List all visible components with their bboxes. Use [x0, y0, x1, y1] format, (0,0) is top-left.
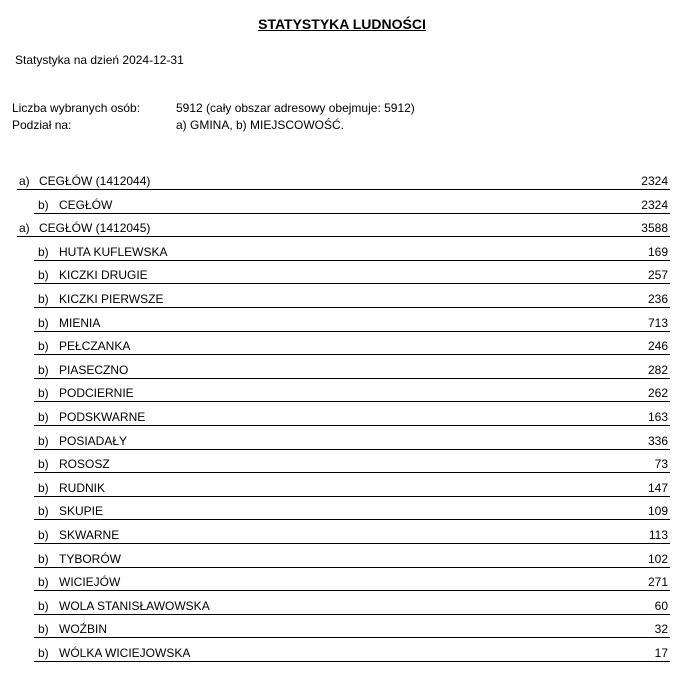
row-name: KICZKI DRUGIE	[59, 268, 148, 283]
selected-count-value: 5912 (cały obszar adresowy obejmuje: 5912)	[176, 101, 415, 115]
date-line: Statystyka na dzień 2024-12-31	[15, 53, 184, 67]
row-name: WICIEJÓW	[59, 575, 121, 590]
row-level-marker: b)	[38, 197, 49, 212]
row-count: 246	[647, 339, 668, 354]
table-row	[34, 194, 670, 214]
table-row	[34, 312, 670, 332]
row-name: SKUPIE	[59, 504, 104, 519]
row-level-marker: b)	[38, 646, 49, 660]
table-row	[34, 264, 670, 284]
table-row	[34, 477, 670, 497]
row-level-marker: b)	[38, 551, 49, 566]
row-count: 336	[647, 433, 668, 448]
row-name: SKWARNE	[59, 528, 120, 542]
table-row	[34, 241, 670, 261]
row-count: 32	[654, 622, 668, 637]
row-level-marker: b)	[38, 480, 49, 495]
table-row	[34, 406, 670, 426]
row-level-marker: b)	[38, 504, 49, 519]
row-count: 73	[654, 457, 668, 472]
page-title: STATYSTYKA LUDNOŚCI	[258, 16, 426, 32]
row-count: 2324	[641, 174, 668, 188]
row-count: 147	[647, 480, 668, 495]
row-level-marker: b)	[38, 362, 49, 377]
row-level-marker: b)	[38, 457, 49, 472]
row-level-marker: b)	[38, 598, 49, 613]
row-name: CEGŁÓW	[59, 197, 113, 212]
row-name: WOLA STANISŁAWOWSKA	[59, 598, 210, 613]
division-value: a) GMINA, b) MIEJSCOWOŚĆ.	[176, 118, 345, 132]
row-name: TYBORÓW	[59, 551, 121, 566]
table-row	[34, 642, 670, 662]
row-count: 109	[647, 504, 668, 519]
row-count: 713	[647, 315, 668, 330]
row-level-marker: a)	[19, 174, 30, 188]
row-count: 271	[647, 575, 668, 590]
row-level-marker: b)	[38, 528, 49, 542]
table-row	[34, 618, 670, 638]
row-name: HUTA KUFLEWSKA	[59, 244, 168, 259]
row-count: 282	[647, 362, 668, 377]
table-row	[34, 595, 670, 615]
row-level-marker: b)	[38, 386, 49, 401]
row-name: WÓLKA WICIEJOWSKA	[59, 646, 191, 660]
row-level-marker: b)	[38, 339, 49, 354]
row-name: WOŹBIN	[59, 622, 107, 637]
row-name: MIENIA	[59, 315, 101, 330]
table-row	[34, 453, 670, 473]
table-row	[34, 335, 670, 355]
row-name: CEGŁÓW (1412045)	[39, 221, 151, 236]
row-level-marker: b)	[38, 410, 49, 424]
row-name: PIASECZNO	[59, 362, 129, 377]
row-level-marker: b)	[38, 575, 49, 590]
row-count: 257	[647, 268, 668, 283]
row-count: 262	[647, 386, 668, 401]
row-name: KICZKI PIERWSZE	[59, 292, 164, 306]
row-level-marker: b)	[38, 315, 49, 330]
row-level-marker: b)	[38, 244, 49, 259]
row-name: PEŁCZANKA	[59, 339, 131, 354]
table-row	[34, 288, 670, 308]
selected-count-label: Liczba wybranych osób:	[12, 101, 141, 115]
row-name: PODCIERNIE	[59, 386, 134, 401]
row-count: 163	[647, 410, 668, 424]
table-row	[34, 571, 670, 591]
table-row	[34, 359, 670, 379]
row-name: ROSOSZ	[59, 457, 110, 472]
row-name: RUDNIK	[59, 480, 106, 495]
row-level-marker: b)	[38, 433, 49, 448]
row-level-marker: a)	[19, 221, 30, 236]
row-count: 113	[648, 528, 668, 542]
table-row	[34, 430, 670, 450]
table-row	[17, 217, 670, 237]
row-name: PODSKWARNE	[59, 410, 146, 424]
row-name: POSIADAŁY	[59, 433, 128, 448]
row-count: 17	[654, 646, 668, 660]
row-count: 236	[647, 292, 668, 306]
table-row	[34, 524, 670, 544]
row-level-marker: b)	[38, 268, 49, 283]
table-row	[34, 500, 670, 520]
row-name: CEGŁÓW (1412044)	[39, 174, 151, 188]
row-count: 102	[647, 551, 668, 566]
table-row	[34, 548, 670, 568]
row-count: 2324	[641, 197, 668, 212]
row-count: 60	[654, 598, 668, 613]
table-row	[17, 170, 670, 190]
row-count: 169	[647, 244, 668, 259]
row-level-marker: b)	[38, 622, 49, 637]
row-level-marker: b)	[38, 292, 49, 306]
table-row	[34, 382, 670, 402]
row-count: 3588	[641, 221, 668, 236]
division-label: Podział na:	[12, 118, 72, 132]
